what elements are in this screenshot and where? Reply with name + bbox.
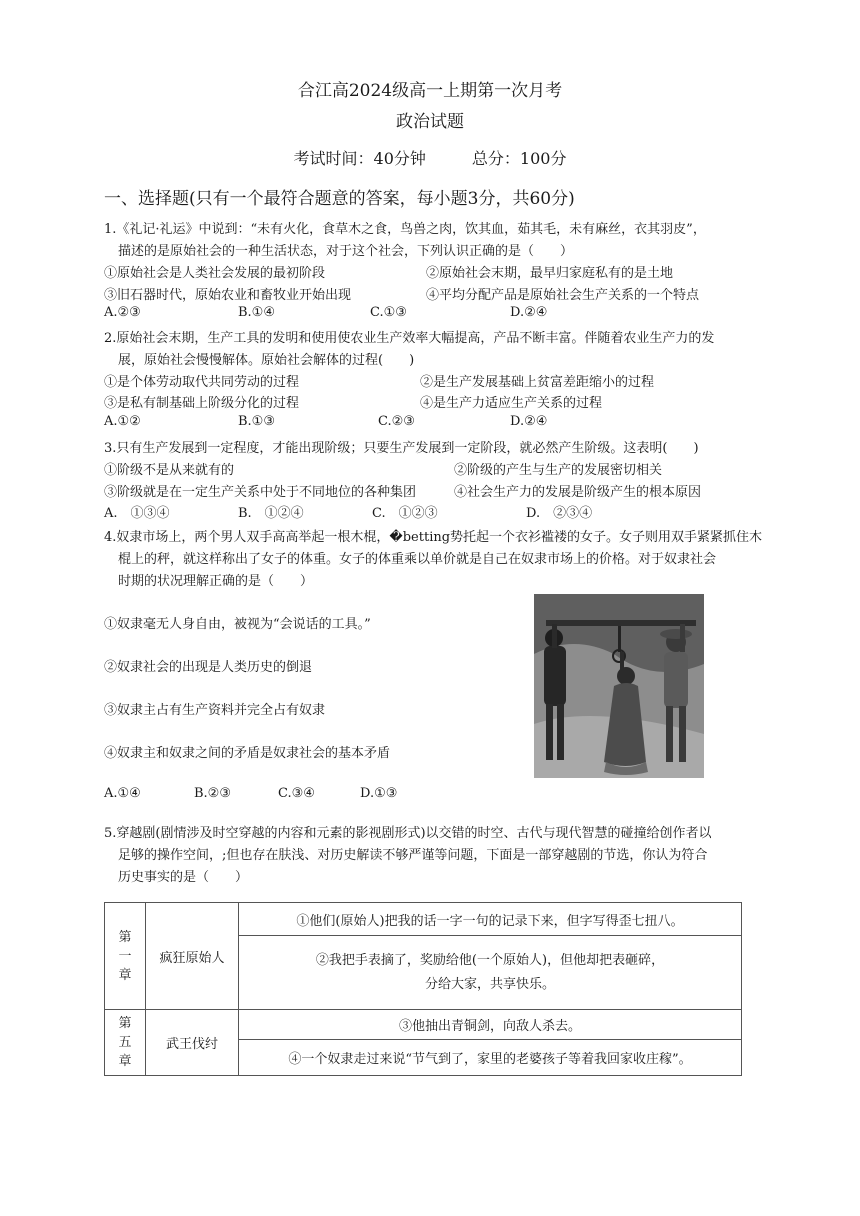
exam-score: 总分：100分 <box>471 149 567 168</box>
q3-statement-2: ②阶级的产生与生产的发展密切相关 <box>454 463 663 478</box>
q1-option-c[interactable]: C.①③ <box>370 305 407 320</box>
q1-statement-2: ②原始社会末期，最早归家庭私有的是土地 <box>426 266 674 281</box>
q1-stem-line2: 描述的是原始社会的一种生活状态，对于这个社会，下列认识正确的是（ ） <box>118 244 574 259</box>
q4-option-d[interactable]: D.①③ <box>360 786 398 801</box>
excerpt-2-line2: 分给大家，共享快乐。 <box>424 976 555 992</box>
q2-option-b[interactable]: B.①③ <box>238 414 275 429</box>
q1-statement-1: ①原始社会是人类社会发展的最初阶段 <box>104 266 326 281</box>
q2-statement-1: ①是个体劳动取代共同劳动的过程 <box>104 375 300 390</box>
section-heading: 一、选择题(只有一个最符合题意的答案，每小题3分，共60分) <box>104 189 575 209</box>
excerpt-3: ③他抽出青铜剑，向敌人杀去。 <box>239 1010 742 1040</box>
excerpt-2 <box>239 936 742 1010</box>
q3-stem-line1: 3.只有生产发展到一定程度，才能出现阶级；只要生产发展到一定阶段，就必然产生阶级。这表明( ) <box>104 441 699 456</box>
excerpt-2-line1: ②我把手表摘了，奖励给他(一个原始人)，但他却把表砸碎， <box>315 952 665 968</box>
q4-option-a[interactable]: A.①④ <box>104 786 141 801</box>
q1-option-d[interactable]: D.②④ <box>510 305 548 320</box>
q4-option-b[interactable]: B.②③ <box>194 786 231 801</box>
q3-statement-1: ①阶级不是从来就有的 <box>104 463 235 478</box>
q4-stem-line1: 4.奴隶市场上，两个男人双手高高举起一根木棍，�betting势托起一个衣衫褴褛的女子。女子则用双手紧紧抓住木 <box>104 530 763 545</box>
q3-statement-3: ③阶级就是在一定生产关系中处于不同地位的各种集团 <box>104 485 417 500</box>
q2-statement-3: ③是私有制基础上阶级分化的过程 <box>104 396 300 411</box>
q3-option-a[interactable]: A. ①③④ <box>104 506 170 521</box>
q3-option-c[interactable]: C. ①②③ <box>372 506 438 521</box>
q5-stem-line2: 足够的操作空间，;但也存在肤浅、对历史解读不够严谨等问题，下面是一部穿越剧的节选，你认为符合 <box>118 848 708 863</box>
exam-title: 合江高2024级高一上期第一次月考 <box>297 81 563 101</box>
chapter-label-1 <box>105 903 146 1010</box>
table-row <box>105 903 742 936</box>
q2-stem-line2: 展，原始社会慢慢解体。原始社会解体的过程( ) <box>118 353 415 368</box>
q1-stem-line1: 1.《礼记·礼运》中说到：“未有火化，食草木之食，鸟兽之肉，饮其血，茹其毛，未有麻丝，衣其羽皮”， <box>104 222 706 237</box>
q5-stem-line3: 历史事实的是（ ） <box>118 870 249 885</box>
q3-statement-4: ④社会生产力的发展是阶级产生的根本原因 <box>454 485 702 500</box>
q5-stem-line1: 5.穿越剧(剧情涉及时空穿越的内容和元素的影视剧形式)以交错的时空、古代与现代智慧的碰撞给创作者以 <box>104 826 712 841</box>
q4-stem-line2: 棍上的秤，就这样称出了女子的体重。女子的体重乘以单价就是自己在奴隶市场上的价格。对于奴隶社会 <box>118 552 717 567</box>
excerpt-4: ④一个奴隶走过来说“节气到了，家里的老婆孩子等着我回家收庄稼”。 <box>239 1040 742 1076</box>
drama-excerpt-table <box>104 902 742 1076</box>
table-row <box>105 1010 742 1040</box>
q2-statement-4: ④是生产力适应生产关系的过程 <box>420 396 603 411</box>
q4-stem-line3: 时期的状况理解正确的是（ ） <box>118 574 314 589</box>
q1-option-b[interactable]: B.①④ <box>238 305 275 320</box>
q1-statement-3: ③旧石器时代，原始农业和畜牧业开始出现 <box>104 288 352 303</box>
q4-statement-4: ④奴隶主和奴隶之间的矛盾是奴隶社会的基本矛盾 <box>104 746 391 761</box>
q2-option-d[interactable]: D.②④ <box>510 414 548 429</box>
q4-statement-2: ②奴隶社会的出现是人类历史的倒退 <box>104 660 313 675</box>
q3-option-b[interactable]: B. ①②④ <box>238 506 304 521</box>
q1-statement-4: ④平均分配产品是原始社会生产关系的一个特点 <box>426 288 700 303</box>
chapter-5-text: 第五章 <box>118 1016 132 1069</box>
q3-option-d[interactable]: D. ②③④ <box>526 506 593 521</box>
q4-statement-3: ③奴隶主占有生产资料并完全占有奴隶 <box>104 703 326 718</box>
exam-time: 考试时间：40分钟 <box>293 149 426 168</box>
exam-subject: 政治试题 <box>396 112 464 132</box>
q2-option-c[interactable]: C.②③ <box>378 414 415 429</box>
q1-option-a[interactable]: A.②③ <box>104 305 141 320</box>
q2-option-a[interactable]: A.①② <box>104 414 141 429</box>
chapter-title-5: 武王伐纣 <box>146 1010 239 1076</box>
q2-statement-2: ②是生产发展基础上贫富差距缩小的过程 <box>420 375 655 390</box>
slave-market-photo <box>534 594 704 778</box>
chapter-title-1: 疯狂原始人 <box>146 903 239 1010</box>
exam-info <box>0 146 860 169</box>
q2-stem-line1: 2.原始社会末期，生产工具的发明和使用使农业生产效率大幅提高，产品不断丰富。伴随着农业生产力的发 <box>104 331 715 346</box>
chapter-label-5 <box>105 1010 146 1076</box>
slave-market-photo-illustration <box>534 594 704 778</box>
q4-statement-1: ①奴隶毫无人身自由，被视为“会说话的工具。” <box>104 617 371 632</box>
excerpt-1: ①他们(原始人)把我的话一字一句的记录下来，但字写得歪七扭八。 <box>239 903 742 936</box>
q4-option-c[interactable]: C.③④ <box>278 786 315 801</box>
chapter-1-text: 第一章 <box>118 929 132 983</box>
